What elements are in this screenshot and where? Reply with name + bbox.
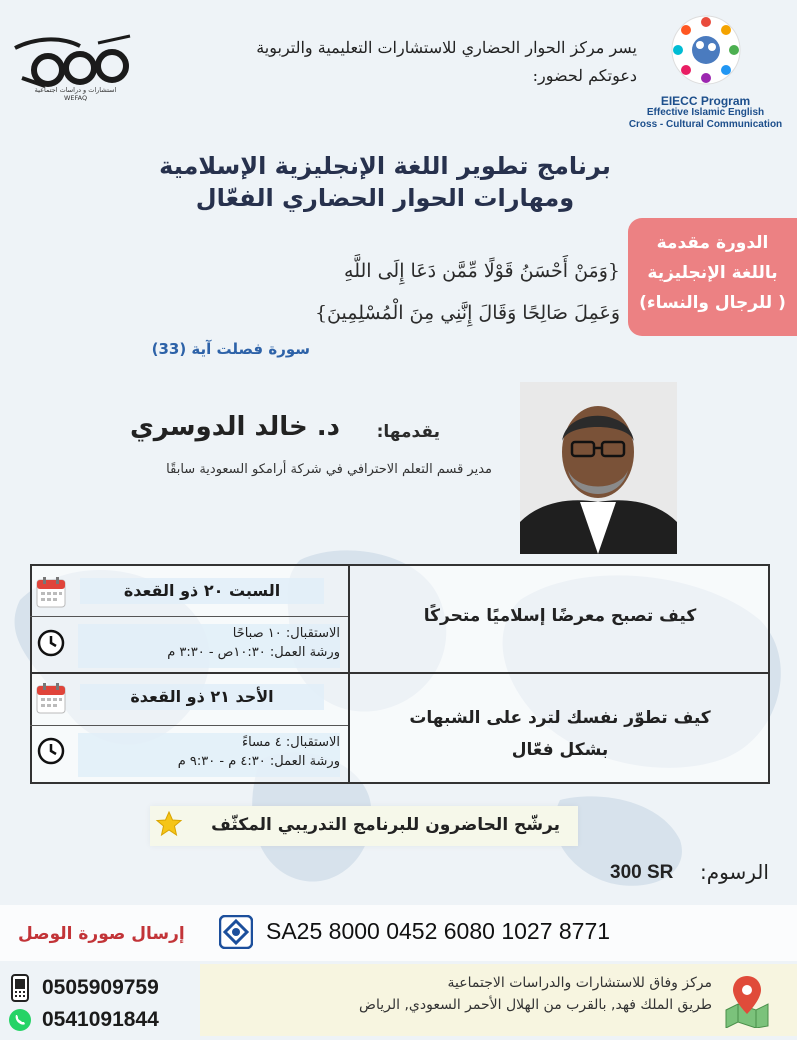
- address-line-2: طريق الملك فهد, بالقرب من الهلال الأحمر السعودي, الرياض: [359, 997, 712, 1013]
- presenter-photo: [520, 382, 677, 554]
- phone-numbers: [8, 972, 198, 1036]
- address-line-1: مركز وفاق للاستشارات والدراسات الاجتماعية: [447, 975, 712, 991]
- verse-line-1: {وَمَنْ أَحْسَنُ قَوْلًا مِّمَّن دَعَا إِلَى اللَّهِ: [344, 260, 620, 282]
- program-title: [150, 150, 620, 214]
- program-title-line-1: برنامج تطوير اللغة الإنجليزية الإسلامية: [159, 152, 611, 180]
- wefaq-subtitle-en: WEFAQ: [63, 94, 88, 102]
- schedule-column-divider: [348, 564, 350, 784]
- clock-icon: [36, 628, 66, 658]
- session-2-date: الأحد ٢١ ذو القعدة: [80, 684, 324, 710]
- session-2-topic: [360, 702, 760, 766]
- presenter-name: د. خالد الدوسري: [129, 412, 340, 442]
- bank-icon: [219, 915, 253, 949]
- address-text: [240, 972, 712, 1016]
- send-receipt-text: إرسال صورة الوصل: [18, 924, 185, 944]
- calendar-icon: [36, 682, 66, 714]
- clock-icon: [36, 736, 66, 766]
- verse-reference: سورة فصلت آية (33): [151, 340, 310, 358]
- session-1-workshop: ورشة العمل: ١٠:٣٠ص - ٣:٣٠ م: [167, 645, 340, 660]
- session-2-times: [78, 733, 340, 777]
- intro-line-1: يسر مركز الحوار الحضاري للاستشارات التعليمية والتربوية: [256, 38, 637, 57]
- session-1-reception: الاستقبال: ١٠ صباحًا: [232, 626, 340, 641]
- wefaq-logo-subtitle: [18, 86, 133, 102]
- eiecc-subtitle-1: Effective Islamic English: [646, 107, 765, 118]
- phone-number-1[interactable]: 0505909759: [42, 976, 159, 999]
- quran-verse: [260, 250, 620, 334]
- phone-number-2[interactable]: 0541091844: [42, 1008, 159, 1031]
- schedule-row-divider: [30, 672, 770, 674]
- language-badge: [628, 218, 797, 336]
- program-title-line-2: ومهارات الحوار الحضاري الفعّال: [195, 184, 575, 212]
- verse-line-2: وَعَمِلَ صَالِحًا وَقَالَ إِنَّنِي مِنَ الْمُسْلِمِينَ}: [314, 302, 620, 324]
- wefaq-subtitle-ar: استشارات و دراسات اجتماعية: [34, 86, 117, 94]
- presenter-role: مدير قسم التعلم الاحترافي في شركة أرامكو السعودية سابقًا: [166, 462, 492, 477]
- session-1-times: [78, 624, 340, 668]
- calendar-icon: [36, 576, 66, 608]
- presenter-prefix: يقدمها:: [376, 422, 440, 442]
- eiecc-logo: [668, 12, 744, 88]
- whatsapp-icon: [8, 1008, 32, 1032]
- map-pin-icon: [722, 972, 772, 1028]
- session-2-divider: [30, 725, 348, 726]
- session-1-date: السبت ٢٠ ذو القعدة: [80, 578, 324, 604]
- fees-value: 300 SR: [610, 862, 674, 883]
- session-1-topic: كيف تصبح معرضًا إسلاميًا متحركًا: [423, 606, 697, 626]
- star-icon: [155, 810, 183, 838]
- session-2-topic-line-1: كيف تطوّر نفسك لترد على الشبهات: [409, 708, 711, 728]
- nomination-text: يرشّح الحاضرون للبرنامج التدريبي المكثّف: [211, 815, 560, 835]
- fees-label: الرسوم:: [700, 860, 769, 884]
- intro-line-2: دعوتكم لحضور:: [532, 66, 637, 85]
- invitation-intro: [256, 34, 637, 90]
- mobile-phone-icon: [8, 974, 32, 1002]
- badge-line-3: ( للرجال والنساء): [639, 293, 786, 313]
- session-2-topic-line-2: بشكل فعّال: [511, 740, 609, 760]
- badge-line-2: باللغة الإنجليزية: [647, 263, 778, 283]
- session-2-reception: الاستقبال: ٤ مساءً: [241, 735, 340, 750]
- iban-number: SA25 8000 0452 6080 1027 8771: [266, 918, 611, 944]
- eiecc-program-text: [618, 95, 793, 131]
- session-2-workshop: ورشة العمل: ٤:٣٠ م - ٩:٣٠ م: [177, 754, 340, 769]
- badge-line-1: الدورة مقدمة: [656, 233, 769, 253]
- eiecc-title: EIECC Program: [660, 94, 751, 108]
- session-1-divider: [30, 616, 348, 617]
- eiecc-subtitle-2: Cross - Cultural Communication: [628, 119, 783, 130]
